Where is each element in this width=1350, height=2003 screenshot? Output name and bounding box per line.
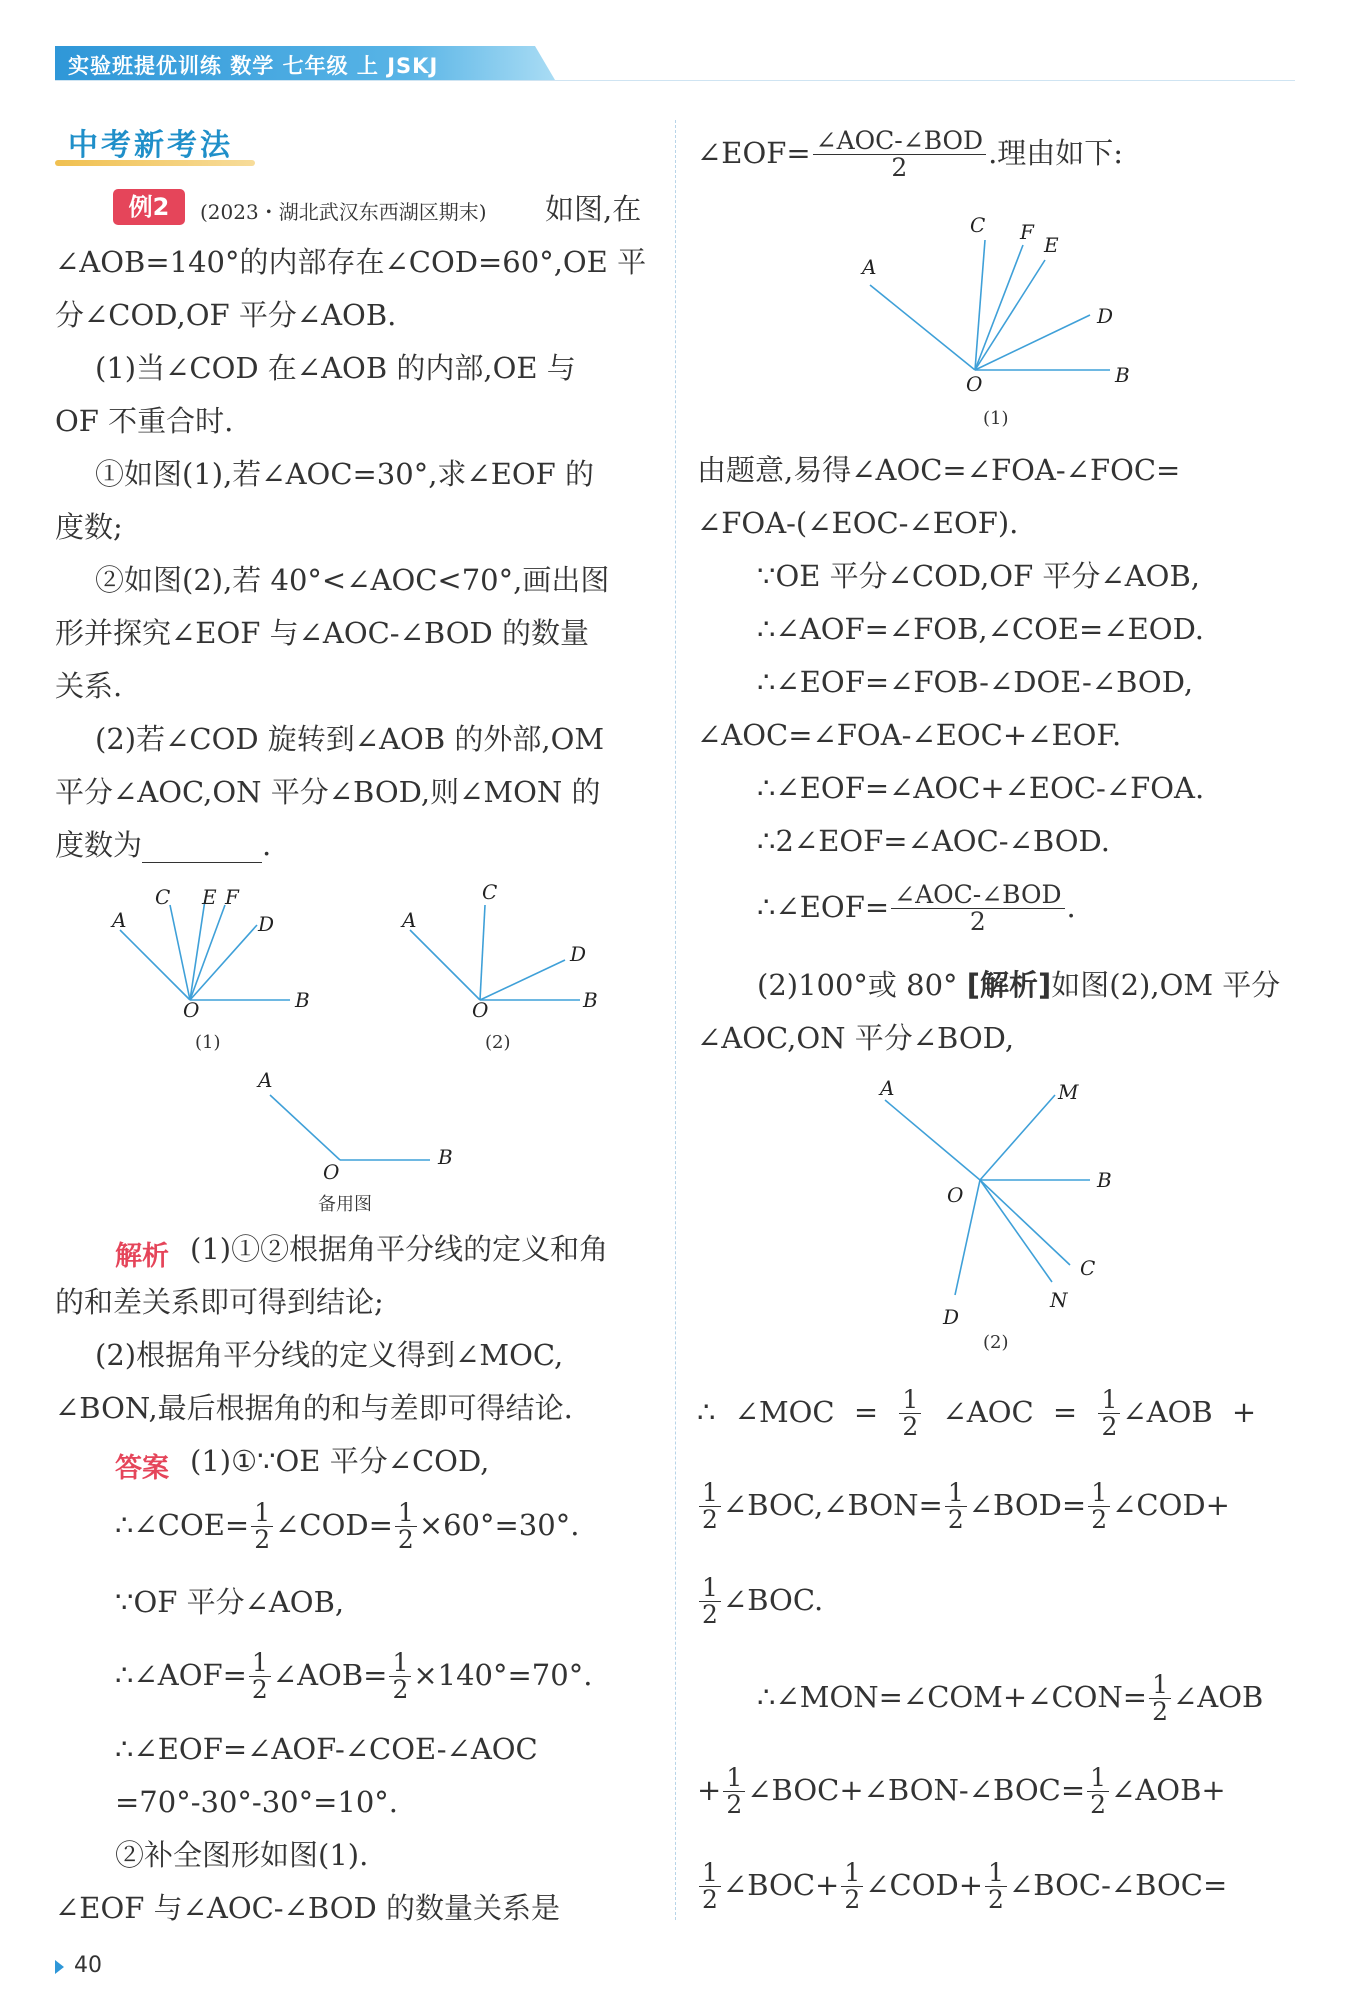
fraction-numerator: 1 [985, 1860, 1007, 1887]
point-label-b: B [583, 988, 598, 1012]
fraction-numerator: 1 [1098, 1387, 1120, 1414]
math-text: ∠AOB + [1122, 1394, 1257, 1429]
point-label-d: D [570, 942, 587, 966]
answer-line: ∠EOF 与∠AOC-∠BOD 的数量关系是 [55, 1891, 560, 1925]
solution-line: ∴2∠EOF=∠AOC-∠BOD. [757, 824, 1110, 858]
fraction-denominator: 2 [1152, 1697, 1168, 1727]
math-text: 如图(2),OM 平分 [1051, 968, 1281, 1002]
answer-line: ∵OF 平分∠AOB, [115, 1585, 345, 1619]
fraction-numerator: ∠AOC-∠BOD [813, 128, 986, 155]
fraction-denominator: 2 [702, 1600, 718, 1630]
fraction-numerator: 1 [249, 1650, 271, 1677]
point-label-c: C [970, 213, 986, 237]
fraction-numerator: 1 [699, 1860, 721, 1887]
fraction-numerator: 1 [699, 1575, 721, 1602]
problem-line: 分∠COD,OF 平分∠AOB. [55, 298, 397, 332]
math-text: + [697, 1772, 722, 1807]
page-number: 40 [74, 1953, 102, 1978]
math-text: ∴ ∠MOC = [697, 1394, 879, 1429]
fraction-half [985, 1860, 1007, 1914]
figure-caption: (1) [195, 1032, 221, 1053]
fraction-numerator: 1 [1087, 1765, 1109, 1792]
analysis-line: (2)根据角平分线的定义得到∠MOC, [95, 1338, 564, 1372]
fraction-denominator: 2 [254, 1525, 271, 1555]
point-label-c: C [155, 885, 171, 909]
point-label-b: B [1115, 363, 1130, 387]
fraction-denominator: 2 [1091, 1505, 1108, 1535]
fraction-numerator: 1 [1149, 1672, 1171, 1699]
point-label-b: B [295, 988, 310, 1012]
point-label-c: C [1080, 1256, 1096, 1280]
fraction-half [723, 1765, 745, 1819]
solution-line [757, 1672, 1263, 1726]
math-text: ∠COD= [275, 1507, 393, 1542]
point-label-f: F [1020, 220, 1034, 244]
point-label-m: M [1058, 1080, 1079, 1104]
math-text: ∴∠EOF= [757, 889, 890, 924]
solution-line [697, 1765, 1226, 1819]
solution-line: ∠AOC,ON 平分∠BOD, [697, 1021, 1015, 1055]
problem-line: ①如图(1),若∠AOC=30°,求∠EOF 的 [95, 457, 595, 491]
section-title: 中考新考法 [68, 128, 233, 163]
answer-label: 答案 [115, 1453, 169, 1484]
math-text: ∠AOC = [942, 1394, 1078, 1429]
fraction-numerator: 1 [899, 1387, 921, 1414]
fraction-denominator: 2 [902, 1412, 919, 1442]
analysis-label: 解析 [115, 1241, 169, 1272]
fraction-half [699, 1480, 721, 1534]
fraction-denominator: 2 [988, 1885, 1004, 1915]
math-text: ∴∠AOF= [115, 1657, 247, 1692]
math-text: ×60°=30°. [418, 1507, 580, 1542]
solution-line: ∠AOC=∠FOA-∠EOC+∠EOF. [697, 718, 1122, 752]
fraction-half [699, 1860, 721, 1914]
math-text: ∠BOC+ [722, 1867, 840, 1902]
book-title: 实验班提优训练 数学 七年级 上 JSKJ [68, 54, 439, 78]
point-label-b: B [1097, 1168, 1112, 1192]
fraction-denominator: 2 [392, 1675, 409, 1705]
problem-line: ∠AOB=140°的内部存在∠COD=60°,OE 平 [55, 245, 647, 279]
fraction-numerator: 1 [1088, 1480, 1110, 1507]
math-text: ∠AOB= [272, 1657, 388, 1692]
math-text: ∠BOC-∠BOC= [1008, 1867, 1228, 1902]
solution-line: ∠FOA-(∠EOC-∠EOF). [697, 506, 1019, 540]
solution-line: ∵OE 平分∠COD,OF 平分∠AOB, [757, 559, 1200, 593]
point-label-e: E [202, 885, 217, 909]
period: . [262, 828, 272, 862]
fraction-numerator: 1 [945, 1480, 967, 1507]
fraction-half [1088, 1480, 1110, 1534]
fraction-denominator: 2 [251, 1675, 268, 1705]
math-text: ∠BOD= [968, 1487, 1087, 1522]
solution-line [697, 1575, 823, 1629]
point-label-o: O [183, 998, 200, 1022]
point-label-a: A [258, 1068, 273, 1092]
math-text: ∴∠COE= [115, 1507, 250, 1542]
math-text: . [1066, 889, 1076, 924]
fraction-denominator: 2 [702, 1505, 718, 1535]
fraction-numerator: 1 [841, 1860, 863, 1887]
fraction-denominator: 2 [844, 1885, 861, 1915]
analysis-line: 的和差关系即可得到结论; [55, 1285, 384, 1319]
fraction-denominator: 2 [947, 1505, 964, 1535]
point-label-o: O [323, 1160, 340, 1184]
point-label-b: B [438, 1145, 453, 1169]
fraction-denominator: 2 [1090, 1790, 1107, 1820]
solution-line [697, 1480, 1230, 1534]
fraction-half [1098, 1387, 1120, 1441]
point-label-a: A [862, 255, 877, 279]
math-text: ∠AOB [1173, 1679, 1264, 1714]
problem-text: 度数为 [55, 828, 143, 862]
answer-line: ②补全图形如图(1). [115, 1838, 369, 1872]
fraction-numerator: 1 [251, 1500, 273, 1527]
answer-line: ∴∠EOF=∠AOF-∠COE-∠AOC [115, 1732, 538, 1766]
math-text: ∠BOC. [722, 1582, 824, 1617]
analysis-line: (1)①②根据角平分线的定义和角 [190, 1232, 609, 1266]
math-text: ∠AOB+ [1111, 1772, 1226, 1807]
fraction-numerator: ∠AOC-∠BOD [891, 882, 1064, 909]
figure-caption: (2) [983, 1332, 1009, 1353]
fraction-denominator: 2 [1101, 1412, 1118, 1442]
math-text: ∠EOF= [697, 135, 811, 170]
fraction-denominator: 2 [969, 907, 986, 937]
analysis-tag: [解析] [966, 968, 1052, 1002]
fraction-denominator: 2 [726, 1790, 743, 1820]
solution-line: ∴∠AOF=∠FOB,∠COE=∠EOD. [757, 612, 1205, 646]
example-badge: 例2 [113, 189, 185, 225]
point-label-o: O [966, 372, 983, 396]
math-text: .理由如下: [988, 135, 1124, 170]
fraction-numerator: 1 [389, 1650, 411, 1677]
problem-line: 关系. [55, 669, 123, 703]
problem-line: (1)当∠COD 在∠AOB 的内部,OE 与 [95, 351, 576, 385]
fraction-half [899, 1387, 921, 1441]
fraction-half [699, 1575, 721, 1629]
math-text: (2)100°或 80° [757, 968, 958, 1002]
point-label-n: N [1050, 1288, 1068, 1312]
analysis-line: ∠BON,最后根据角的和与差即可得结论. [55, 1391, 573, 1425]
solution-line [697, 1860, 1227, 1914]
math-text: ∠BOC,∠BON= [722, 1487, 943, 1522]
example-source: (2023・湖北武汉东西湖区期末) [200, 200, 487, 224]
solution-line: ∴∠EOF=∠AOC+∠EOC-∠FOA. [757, 771, 1205, 805]
math-text: ∴∠MON=∠COM+∠CON= [757, 1679, 1148, 1714]
point-label-c: C [482, 880, 498, 904]
math-text: ∠COD+ [865, 1867, 984, 1902]
fraction-denominator: 2 [397, 1525, 414, 1555]
fraction-denominator: 2 [891, 153, 908, 183]
solution-line [697, 1387, 1256, 1441]
fraction-half [1087, 1765, 1109, 1819]
math-text: ∠BOC+∠BON-∠BOC= [747, 1772, 1086, 1807]
fraction-half [841, 1860, 863, 1914]
point-label-e: E [1044, 233, 1059, 257]
problem-line: OF 不重合时. [55, 404, 234, 438]
point-label-f: F [225, 885, 239, 909]
point-label-o: O [947, 1183, 964, 1207]
problem-line: (2)若∠COD 旋转到∠AOB 的外部,OM [95, 722, 605, 756]
problem-line: ②如图(2),若 40°<∠AOC<70°,画出图 [95, 563, 610, 597]
point-label-a: A [880, 1076, 895, 1100]
point-label-a: A [112, 908, 127, 932]
page-marker-icon [55, 1960, 64, 1974]
fraction-half [1149, 1672, 1171, 1726]
figure-caption: (2) [485, 1032, 511, 1053]
solution-line: ∴∠EOF=∠FOB-∠DOE-∠BOD, [757, 665, 1194, 699]
point-label-d: D [258, 912, 275, 936]
fraction-numerator: 1 [723, 1765, 745, 1792]
math-text: ∠COD+ [1112, 1487, 1230, 1522]
fraction-half [945, 1480, 967, 1534]
solution-line: 由题意,易得∠AOC=∠FOA-∠FOC= [697, 453, 1181, 487]
point-label-d: D [943, 1305, 960, 1329]
problem-line: 平分∠AOC,ON 平分∠BOD,则∠MON 的 [55, 775, 601, 809]
figure-caption: (1) [983, 408, 1009, 429]
math-text: ×140°=70°. [413, 1657, 593, 1692]
point-label-a: A [402, 908, 417, 932]
point-label-d: D [1097, 304, 1114, 328]
answer-line: (1)①∵OE 平分∠COD, [190, 1444, 490, 1478]
problem-line: 如图,在 [545, 192, 642, 226]
problem-line: 形并探究∠EOF 与∠AOC-∠BOD 的数量 [55, 616, 589, 650]
problem-line: 度数; [55, 510, 123, 544]
answer-line: =70°-30°-30°=10°. [115, 1785, 399, 1819]
point-label-o: O [472, 998, 489, 1022]
fraction-denominator: 2 [702, 1885, 718, 1915]
fraction-numerator: 1 [699, 1480, 721, 1507]
figure-caption: 备用图 [318, 1194, 372, 1215]
fraction-numerator: 1 [395, 1500, 417, 1527]
